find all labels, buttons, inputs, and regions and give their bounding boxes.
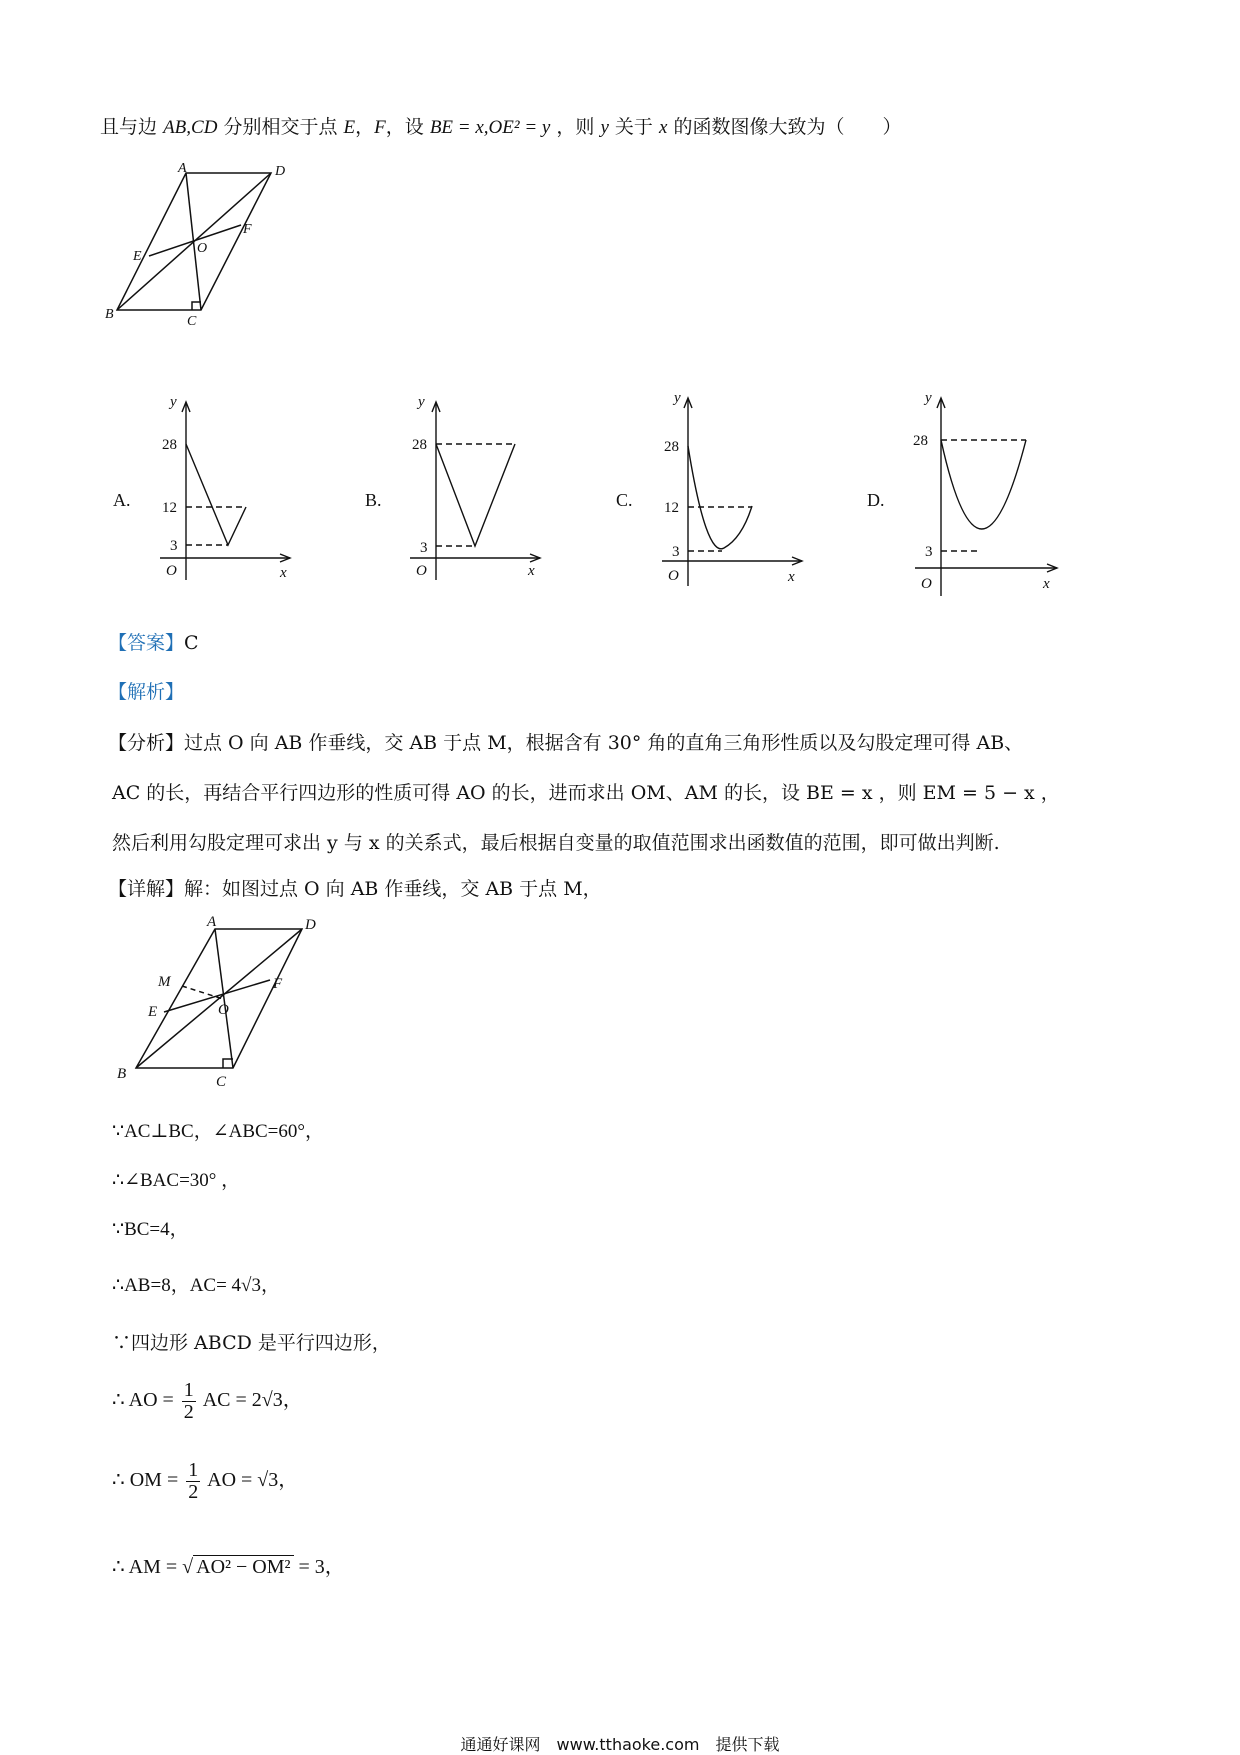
sqrt-radicand: AO² − OM² — [193, 1555, 293, 1578]
question-point-f: F — [374, 117, 386, 138]
fenxi-line-3: 然后利用勾股定理可求出 y 与 x 的关系式，最后根据自变量的取值范围求出函数值的范围，即可做出判断. — [112, 832, 1000, 854]
label-d: D — [275, 164, 286, 179]
graph-curve — [186, 444, 246, 545]
label-o: O — [218, 1002, 229, 1018]
step-6-pre: ∴ AO = — [112, 1389, 174, 1412]
question-text: ， — [355, 116, 375, 138]
tick-28: 28 — [162, 437, 177, 453]
step-8 — [112, 1550, 345, 1579]
tick-3: 3 — [925, 544, 933, 560]
fraction-den: 2 — [183, 1401, 194, 1423]
axis-y-label: y — [925, 390, 932, 406]
tick-28: 28 — [412, 437, 427, 453]
axis-x-label: x — [528, 563, 535, 579]
fraction-den: 2 — [188, 1481, 199, 1503]
segment-ef — [164, 980, 270, 1012]
axis-x-label: x — [1043, 576, 1050, 592]
axis-y-label: y — [170, 394, 177, 410]
fenxi-line-2: AC 的长，再结合平行四边形的性质可得 AO 的长，进而求出 OM、AM 的长，设 BE = x ，则 EM = 5 − x ， — [112, 782, 1060, 804]
label-f: F — [273, 976, 283, 992]
fraction-num: 1 — [188, 1459, 199, 1481]
graph-curve — [941, 440, 1026, 529]
question-line — [100, 112, 901, 139]
label-c: C — [187, 314, 197, 329]
option-b-graph[interactable] — [400, 392, 550, 592]
label-m: M — [158, 974, 171, 990]
question-text: 且与边 — [100, 116, 158, 138]
label-e: E — [133, 249, 142, 264]
axis-y-label: y — [674, 390, 681, 406]
label-a: A — [207, 915, 217, 930]
fraction-half — [186, 1460, 200, 1503]
step-8-post: = 3， — [298, 1556, 345, 1578]
perpendicular-om — [182, 986, 223, 999]
option-c-label[interactable]: C. — [616, 490, 633, 510]
question-text: 关于 — [614, 116, 653, 138]
footer-text: 通通好课网 www.tthaoke.com 提供下载 — [460, 1735, 780, 1754]
tick-3: 3 — [420, 540, 428, 556]
tick-12: 12 — [664, 500, 679, 516]
fenxi-line-1: 【分析】过点 O 向 AB 作垂线，交 AB 于点 M，根据含有 30° 角的直角三角形性质以及勾股定理可得 AB、 — [108, 732, 1024, 754]
label-e: E — [148, 1004, 158, 1020]
step-6 — [112, 1380, 303, 1423]
question-text: ，则 — [556, 116, 595, 138]
origin-label: O — [668, 568, 679, 584]
origin-label: O — [416, 563, 427, 579]
sqrt-sign: √ — [182, 1556, 194, 1578]
axis-x-label: x — [280, 565, 287, 581]
step-1: ∵AC⊥BC，∠ABC=60°， — [112, 1121, 324, 1142]
label-c: C — [216, 1074, 227, 1090]
question-equation: BE = x,OE² = y — [429, 117, 551, 138]
question-segments: AB,CD — [163, 117, 218, 138]
step-7-post: AO = √3， — [207, 1469, 299, 1492]
label-b: B — [105, 307, 114, 322]
tick-28: 28 — [913, 433, 928, 449]
step-5: ∵四边形 ABCD 是平行四边形， — [112, 1332, 391, 1354]
question-var-x: x — [658, 117, 668, 138]
question-point-e: E — [343, 117, 356, 138]
question-text: 分别相交于点 — [223, 116, 338, 138]
tick-3: 3 — [170, 538, 178, 554]
step-4: ∴AB=8，AC= 4√3， — [112, 1275, 280, 1296]
question-text: 的函数图像大致为（ ） — [673, 116, 902, 138]
option-d-graph[interactable] — [905, 388, 1065, 608]
origin-label: O — [921, 576, 932, 592]
tick-3: 3 — [672, 544, 680, 560]
fraction-num: 1 — [183, 1379, 194, 1401]
option-c-graph[interactable] — [652, 388, 812, 598]
diagonal-ac — [215, 929, 233, 1068]
parallelogram-figure-2 — [112, 915, 322, 1095]
analysis-tag: 【解析】 — [108, 681, 185, 703]
tick-28: 28 — [664, 439, 679, 455]
option-d-label[interactable]: D. — [867, 490, 885, 510]
step-2: ∴∠BAC=30° ， — [112, 1170, 241, 1191]
label-a: A — [178, 161, 187, 176]
parallelogram-figure-1 — [105, 160, 305, 335]
label-d: D — [305, 917, 316, 933]
step-6-post: AC = 2√3， — [202, 1389, 303, 1412]
step-7 — [112, 1460, 298, 1503]
label-b: B — [117, 1066, 127, 1082]
graph-curve — [436, 444, 515, 546]
answer-tag: 【答案】 — [108, 632, 185, 654]
label-o: O — [197, 241, 208, 256]
step-3: ∵BC=4， — [112, 1219, 189, 1240]
answer-value: C — [184, 632, 199, 654]
label-f: F — [243, 222, 252, 237]
question-var-y: y — [600, 117, 609, 138]
tick-12: 12 — [162, 500, 177, 516]
question-text: ，设 — [385, 116, 424, 138]
axis-x-label: x — [788, 569, 795, 585]
answer-line — [108, 628, 199, 655]
step-8-pre: ∴ AM = — [112, 1556, 178, 1578]
fraction-half — [182, 1380, 196, 1423]
option-b-label[interactable]: B. — [365, 490, 382, 510]
xiangjie-line: 【详解】解：如图过点 O 向 AB 作垂线，交 AB 于点 M， — [108, 878, 602, 900]
option-a-label[interactable]: A. — [113, 490, 131, 510]
option-a-graph[interactable] — [150, 392, 300, 592]
origin-label: O — [166, 563, 177, 579]
step-7-pre: ∴ OM = — [112, 1469, 179, 1492]
graph-curve — [688, 446, 752, 549]
axis-y-label: y — [418, 394, 425, 410]
